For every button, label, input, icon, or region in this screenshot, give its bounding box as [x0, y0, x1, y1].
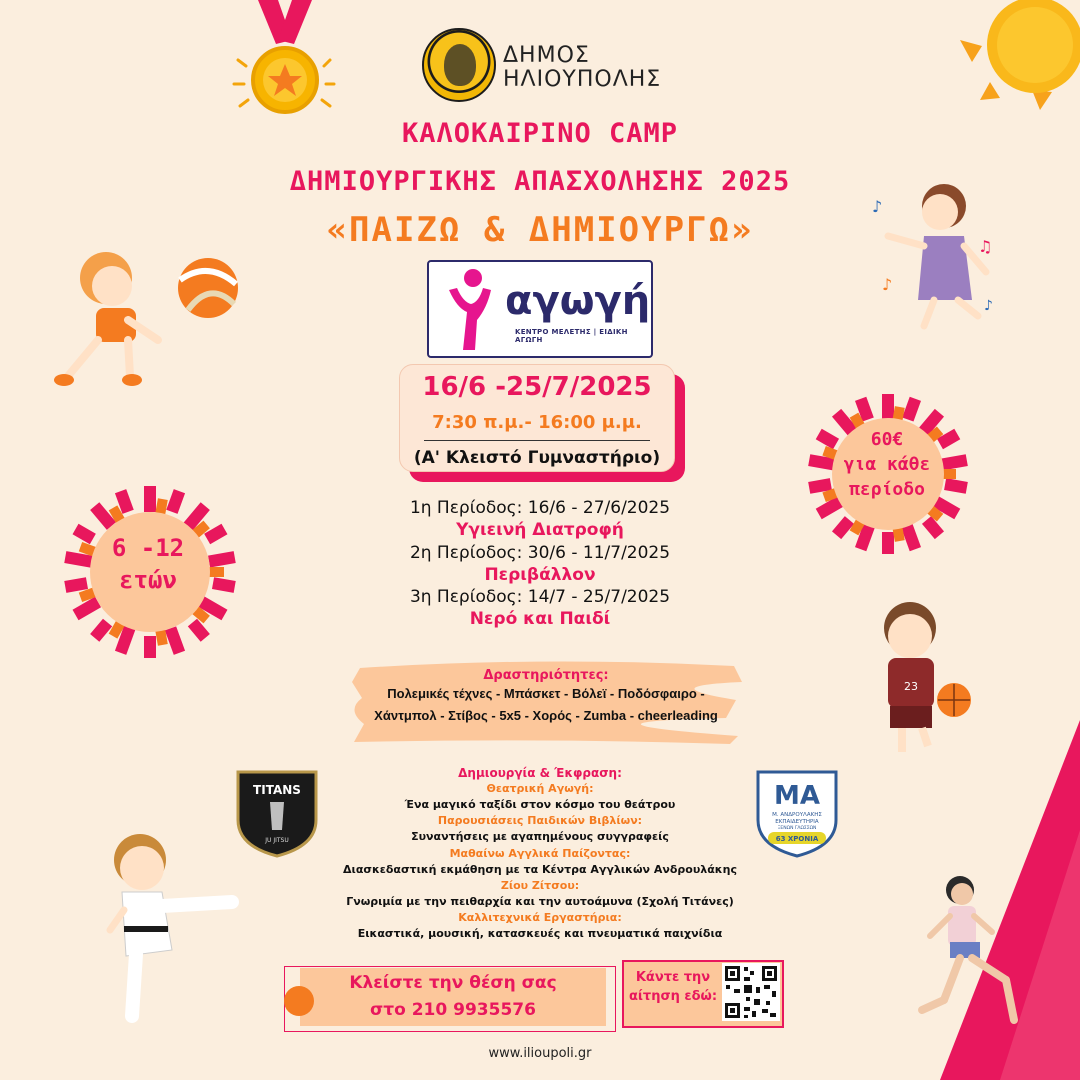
- dancing-girl-illustration: [868, 180, 998, 330]
- creative-item-4-head: Ζίου Ζίτσου:: [500, 879, 580, 892]
- camp-dates: 16/6 -25/7/2025: [422, 372, 652, 402]
- booking-dot: [284, 986, 314, 1016]
- jersey-number: 23: [904, 680, 918, 693]
- svg-text:♪: ♪: [882, 275, 893, 294]
- period-1-theme: Υγιεινή Διατροφή: [456, 520, 624, 540]
- creative-item-3-head: Μαθαίνω Αγγλικά Παίζοντας:: [449, 847, 631, 860]
- period-3-range: : 14/7 - 25/7/2025: [516, 587, 671, 607]
- apply-line2: αίτηση εδώ:: [628, 989, 718, 1004]
- activities-title: Δραστηριότητες:: [483, 668, 609, 683]
- creative-item-4-desc: Γνωριμία με την πειθαρχία και την αυτοάμυνα (Σχολή Τιτάνες): [346, 895, 734, 908]
- period-2-theme: Περιβάλλον: [484, 565, 596, 585]
- creative-title: Δημιουργία & Έκφραση:: [458, 766, 622, 780]
- title-line2: ΔΗΜΙΟΥΡΓΙΚΗΣ ΑΠΑΣΧΟΛΗΣΗΣ 2025: [289, 166, 791, 197]
- camp-venue: (Α' Κλειστό Γυμναστήριο): [413, 448, 661, 468]
- creative-item-3-desc: Διασκεδαστική εκμάθηση με τα Κέντρα Αγγλικών Ανδρουλάκης: [343, 863, 737, 876]
- website-link[interactable]: www.ilioupoli.gr: [488, 1046, 592, 1061]
- municipality-seal-logo: [422, 28, 496, 102]
- title-line3: «ΠΑΙΖΩ & ΔΗΜΙΟΥΡΓΩ»: [326, 210, 754, 250]
- period-1-label: 1η Περίοδος: [409, 498, 517, 518]
- running-woman-illustration: [914, 870, 1034, 1040]
- title-line1: ΚΑΛΟΚΑΙΡΙΝΟ CAMP: [401, 118, 679, 149]
- apply-text: [626, 968, 720, 1006]
- period-2-range: : 30/6 - 11/7/2025: [516, 543, 671, 563]
- booking-line1: Κλείστε την θέση σας: [349, 973, 557, 993]
- agogi-name: αγωγή: [505, 278, 651, 324]
- period-2-label: 2η Περίοδος: [409, 543, 517, 563]
- basketball-boy-illustration: [866, 600, 978, 762]
- price-line3: περίοδο: [849, 479, 925, 500]
- ma-sub1: Μ. ΑΝΔΡΟΥΛΑΚΗΣ: [772, 812, 822, 818]
- age-range: 6 -12: [111, 534, 185, 562]
- volleyball-girl-illustration: [48, 240, 248, 390]
- price-line2: για κάθε: [843, 454, 931, 475]
- svg-text:♫: ♫: [978, 237, 993, 256]
- period-1: [340, 498, 740, 518]
- titans-subtitle: JU JITSU: [265, 837, 289, 844]
- creative-item-5-head: Καλλιτεχνικά Εργαστήρια:: [458, 911, 622, 924]
- booking-phone[interactable]: στο 210 9935576: [370, 1000, 536, 1020]
- period-3: [340, 587, 740, 607]
- ma-sub3: ΞΕΝΩΝ ΓΛΩΣΣΩΝ: [777, 826, 817, 831]
- titans-name: TITANS: [253, 783, 301, 797]
- period-3-label: 3η Περίοδος: [409, 587, 517, 607]
- ma-letters: ΜΑ: [774, 781, 820, 811]
- sun-icon: [960, 0, 1080, 120]
- date-divider: [424, 440, 650, 441]
- price-value: 60€: [870, 429, 904, 450]
- creative-item-5-desc: Εικαστικά, μουσική, κατασκευές και πνευματικά παιχνίδια: [357, 927, 723, 940]
- agogi-logo: [427, 260, 653, 358]
- ma-sub2: ΕΚΠΑΙΔΕΥΤΗΡΙΑ: [775, 819, 819, 825]
- activities-line2: Χάντμπολ - Στίβος - 5x5 - Χορός - Zumba - cheerleading: [374, 708, 718, 723]
- price-badge: [820, 427, 954, 502]
- activities-line1: Πολεμικές τέχνες - Μπάσκετ - Βόλεϊ - Ποδόσφαιρο -: [387, 686, 705, 701]
- booking-text: [320, 970, 586, 1024]
- medal-icon: [230, 0, 340, 125]
- creative-item-1-desc: Ένα μαγικό ταξίδι στον κόσμο του θεάτρου: [404, 798, 676, 811]
- creative-item-1-head: Θεατρική Αγωγή:: [486, 782, 594, 795]
- municipality-line1: ΔΗΜΟΣ: [503, 43, 590, 68]
- period-2: [340, 543, 740, 563]
- agogi-subtitle: ΚΕΝΤΡΟ ΜΕΛΕΤΗΣ | ΕΙΔΙΚΗ ΑΓΩΓΗ: [515, 328, 628, 344]
- creative-item-2-head: Παρουσιάσεις Παιδικών Βιβλίων:: [437, 814, 643, 827]
- municipality-line2: ΗΛΙΟΥΠΟΛΗΣ: [503, 67, 662, 92]
- music-note-icon: ♪: [872, 197, 883, 216]
- period-1-range: : 16/6 - 27/6/2025: [516, 498, 671, 518]
- camp-hours: 7:30 π.μ.- 16:00 μ.μ.: [432, 412, 642, 433]
- ma-years: 63 ΧΡΟΝΙΑ: [775, 835, 819, 843]
- svg-text:♪: ♪: [984, 298, 993, 314]
- karate-girl-illustration: [96, 830, 246, 1030]
- apply-line1: Κάντε την: [635, 970, 711, 985]
- municipality-name: [503, 44, 661, 92]
- period-3-theme: Νερό και Παιδί: [469, 609, 611, 629]
- qr-code-icon[interactable]: [722, 963, 780, 1021]
- age-unit: ετών: [119, 566, 177, 594]
- agogi-figure-icon: [443, 268, 495, 354]
- age-badge: [78, 532, 218, 596]
- creative-item-2-desc: Συναντήσεις με αγαπημένους συγγραφείς: [411, 830, 669, 843]
